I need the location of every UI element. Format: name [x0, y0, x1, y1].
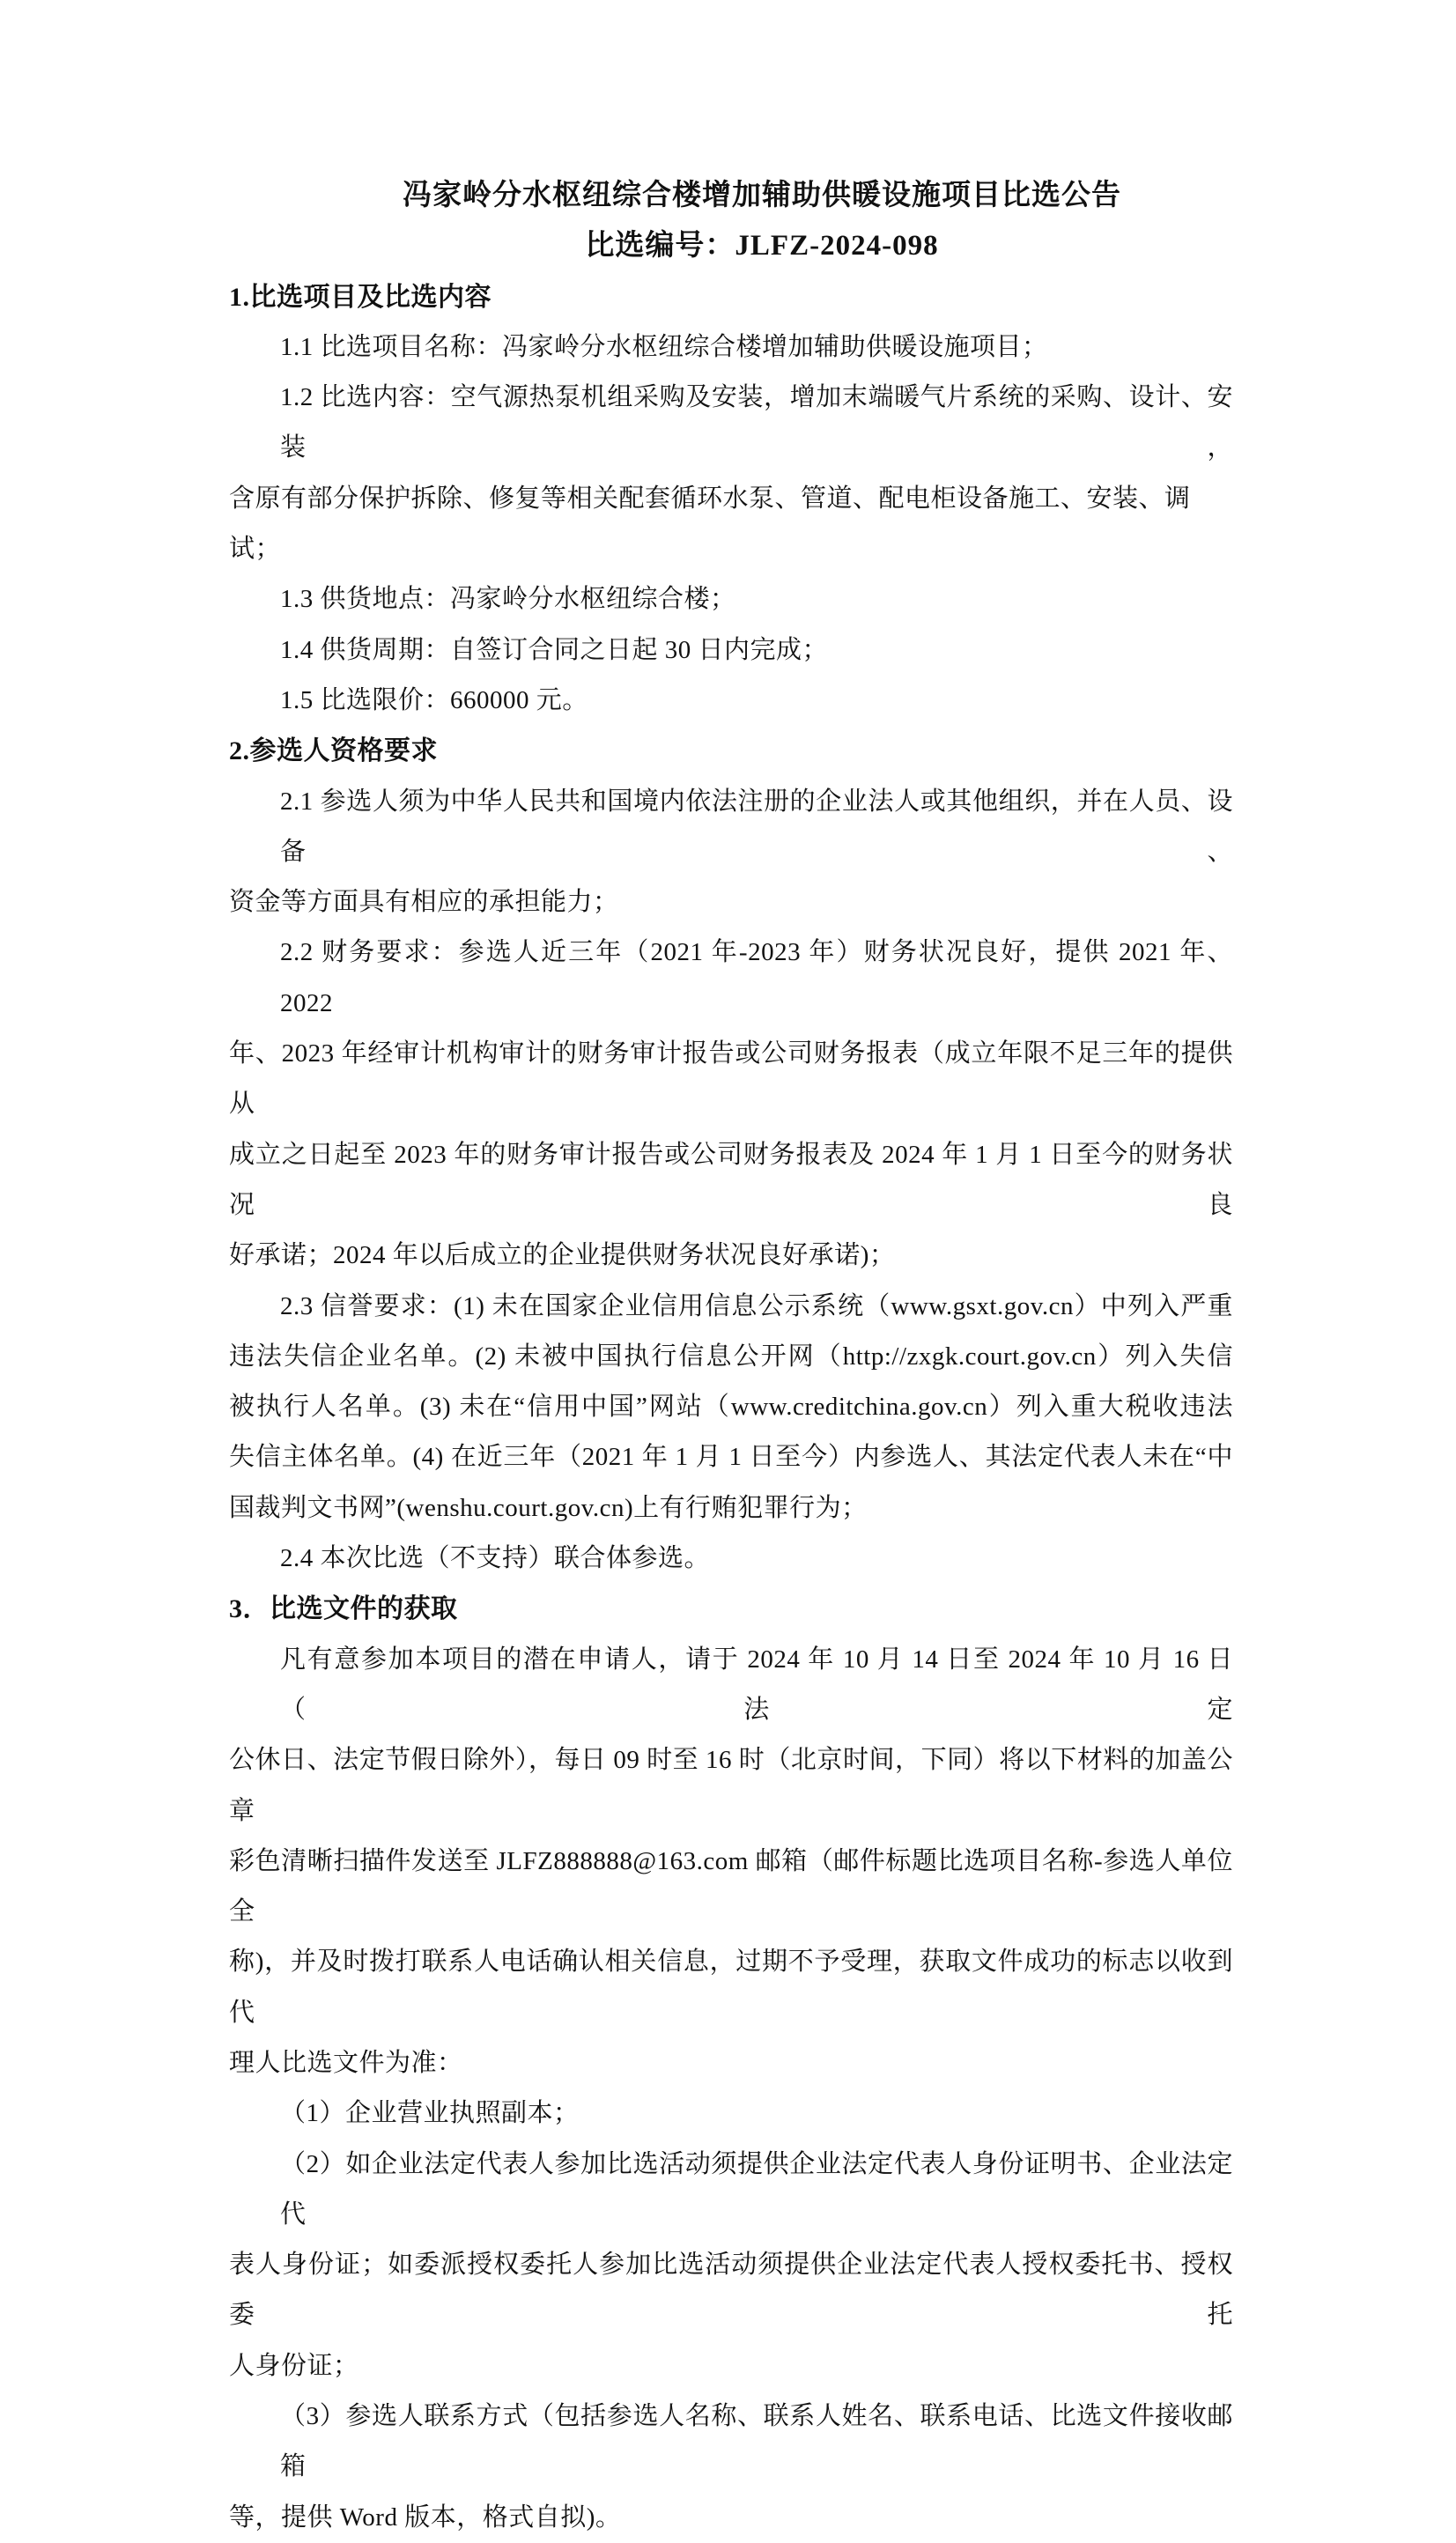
text-line: （3）参选人联系方式（包括参选人名称、联系人姓名、联系电话、比选文件接收邮箱	[280, 2402, 1233, 2481]
text-line: 凡有意参加本项目的潜在申请人，请于 2024 年 10 月 14 日至 2024 年 10 月 16 日（法定	[280, 1645, 1233, 1724]
text-line: 1.2 比选内容：空气源热泵机组采购及安装，增加末端暖气片系统的采购、设计、安装，	[280, 383, 1233, 462]
section-2-heading: 2.参选人资格要求	[229, 736, 438, 766]
text-line: 1.4 供货周期：自签订合同之日起 30 日内完成；	[280, 635, 829, 664]
section-3-heading: 3．比选文件的获取	[229, 1594, 458, 1624]
text-line: 失信主体名单。(4) 在近三年（2021 年 1 月 1 日至今）内参选人、其法定代表人未在“中	[229, 1443, 1233, 1472]
text-line: （1）企业营业执照副本；	[280, 2099, 580, 2128]
text-line: 2.3 信誉要求：(1) 未在国家企业信用信息公示系统（www.gsxt.gov.cn）中列入严重	[280, 1291, 1233, 1320]
section-1-heading: 1.比选项目及比选内容	[229, 282, 491, 312]
text-line: 公休日、法定节假日除外），每日 09 时至 16 时（北京时间，下同）将以下材料的加盖公章	[229, 1746, 1233, 1825]
text-line: 资金等方面具有相应的承担能力；	[229, 888, 619, 917]
text-line: 等，提供 Word 版本，格式自拟)。	[229, 2502, 622, 2532]
document-title: 冯家岭分水枢纽综合楼增加辅助供暖设施项目比选公告	[403, 180, 1121, 211]
text-line: 彩色清晰扫描件发送至 JLFZ888888@163.com 邮箱（邮件标题比选项目名称-参选人单位全	[229, 1846, 1233, 1926]
text-line: 成立之日起至 2023 年的财务审计报告或公司财务报表及 2024 年 1 月 1 日至今的财务状况良	[229, 1140, 1233, 1219]
text-line: 国裁判文书网”(wenshu.court.gov.cn)上有行贿犯罪行为；	[229, 1493, 868, 1522]
text-line: 2.2 财务要求：参选人近三年（2021 年-2023 年）财务状况良好，提供 2021 年、2022	[280, 938, 1233, 1017]
text-line: 含原有部分保护拆除、修复等相关配套循环水泵、管道、配电柜设备施工、安装、调试；	[229, 484, 1191, 564]
text-line: 1.3 供货地点：冯家岭分水枢纽综合楼；	[280, 585, 736, 614]
text-line: 1.1 比选项目名称：冯家岭分水枢纽综合楼增加辅助供暖设施项目；	[280, 332, 1048, 361]
text-line: 好承诺；2024 年以后成立的企业提供财务状况良好承诺)；	[229, 1241, 896, 1270]
text-line: 年、2023 年经审计机构审计的财务审计报告或公司财务报表（成立年限不足三年的提供从	[229, 1039, 1233, 1119]
text-line: 人身份证；	[229, 2351, 359, 2380]
text-line: （2）如企业法定代表人参加比选活动须提供企业法定代表人身份证明书、企业法定代	[280, 2149, 1233, 2229]
text-line: 2.4 本次比选（不支持）联合体参选。	[280, 1544, 711, 1573]
bid-number: 比选编号：JLFZ-2024-098	[585, 230, 939, 262]
text-line: 表人身份证；如委派授权委托人参加比选活动须提供企业法定代表人授权委托书、授权委托	[229, 2251, 1233, 2330]
text-line: 理人比选文件为准：	[229, 2048, 463, 2077]
text-line: 1.5 比选限价：660000 元。	[280, 685, 588, 714]
text-line: 违法失信企业名单。(2) 未被中国执行信息公开网（http://zxgk.court.gov.cn）列入失信	[229, 1342, 1233, 1371]
text-line: 称)，并及时拨打联系人电话确认相关信息，过期不予受理，获取文件成功的标志以收到代	[229, 1948, 1233, 2027]
text-line: 被执行人名单。(3) 未在“信用中国”网站（www.creditchina.gov.cn）列入重大税收违法	[229, 1393, 1233, 1422]
text-line: 2.1 参选人须为中华人民共和国境内依法注册的企业法人或其他组织，并在人员、设备、	[280, 787, 1233, 866]
